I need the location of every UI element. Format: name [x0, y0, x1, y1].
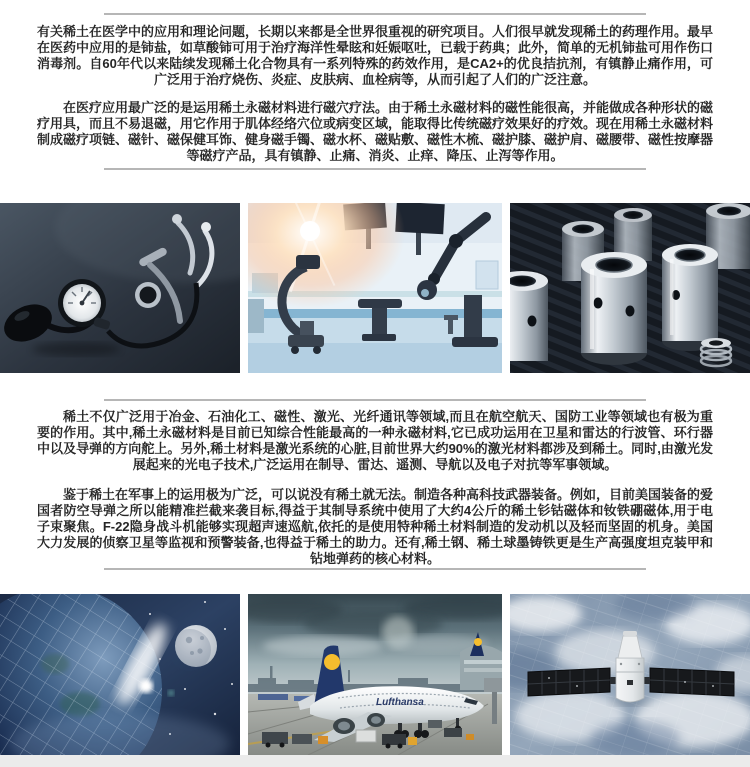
paragraph-military-use: 鉴于稀土在军事上的运用极为广泛，可以说没有稀土就无法。制造各种高科技武器装备。例如，目前美国装备的爱国者防空导弹之所以能精准拦截来袭目标,得益于其制导系统中使用了大约4公斤的稀土钐钴磁体和钕铁硼磁体,用于电子束聚焦。F-22隐身战斗机能够实现超声速巡航,依托的是使用特种稀土材料制造的发动机以及轻而坚固的机身。美国大力发展的侦察卫星等监视和预警装备,也得益于稀土的助力。还有,稀土钢、稀土球墨铸铁更是生产高强度坦克装甲和钻地弹药的核心材料。: [37, 487, 714, 566]
metal-coupling-left: [510, 271, 548, 361]
image-metal-cylinder-parts: [510, 203, 750, 373]
section-divider: [104, 13, 646, 15]
section-divider: [104, 568, 646, 570]
image-lufthansa-airliner: [248, 594, 502, 755]
footer-band: [0, 755, 750, 767]
image-operating-room: [248, 203, 502, 373]
aerospace-image-strip: [0, 594, 750, 755]
metal-coupling-front: [581, 252, 647, 365]
solar-panel: [650, 668, 734, 696]
image-satellite-over-earth: [510, 594, 750, 755]
image-medical-instruments: [0, 203, 240, 373]
section-divider: [104, 399, 646, 401]
image-earth-from-space: [0, 594, 240, 755]
airline-name-label: Lufthansa: [376, 697, 424, 708]
solar-panel: [528, 668, 610, 696]
far-tail-logo-icon: [474, 638, 482, 646]
paragraph-magnet-therapy: 在医疗应用最广泛的是运用稀土永磁材料进行磁穴疗法。由于稀土永磁材料的磁性能很高，并能做成各种形状的磁疗用具，而且不易退磁，用它作用于肌体经络穴位或病变区域，能取得比传统磁疗效果好的疗效。现在用稀土永磁材料制成磁疗项链、磁针、磁保健耳饰、健身磁手镯、磁水杯、磁贴敷、磁性木梳、磁护膝、磁护肩、磁腰带、磁性按摩器等磁疗产品，具有镇静、止痛、消炎、止痒、降压、止泻等作用。: [37, 100, 714, 163]
paragraph-medicine-intro: 有关稀土在医学中的应用和理论问题，长期以来都是全世界很重视的研究项目。人们很早就发现稀土的药理作用。最早在医药中应用的是铈盐，如草酸铈可用于治疗海洋性晕眩和妊娠呕吐，已载于药典；此外，简单的无机铈盐可用作伤口消毒剂。自60年代以来陆续发现稀土化合物具有一系列特殊的药效作用，是CA2+的优良拮抗剂，有镇静止痛作用，可广泛用于治疗烧伤、炎症、皮肤病、血栓病等，从而引起了人们的广泛注意。: [37, 24, 714, 87]
tail-logo-icon: [324, 654, 340, 670]
section-divider: [104, 168, 646, 170]
paragraph-industry-defense: 稀土不仅广泛用于冶金、石油化工、磁性、激光、光纤通讯等领域,而且在航空航天、国防工业等领域也有极为重要的作用。其中,稀土永磁材料是目前已知综合性能最高的一种永磁材料,它已成功运用在卫星和雷达的行波管、环行器中以及导弹的方向舵上。另外,稀土材料是激光系统的心脏,目前世界大约90%的激光材料都涉及到稀土。同时,由激光发展起来的光电子技术,广泛运用在制导、雷达、遥测、导航以及电子对抗等军事领域。: [37, 409, 713, 472]
metal-coupling-right: [662, 244, 718, 351]
teal-glint: [168, 690, 174, 696]
medical-image-strip: [0, 203, 750, 373]
